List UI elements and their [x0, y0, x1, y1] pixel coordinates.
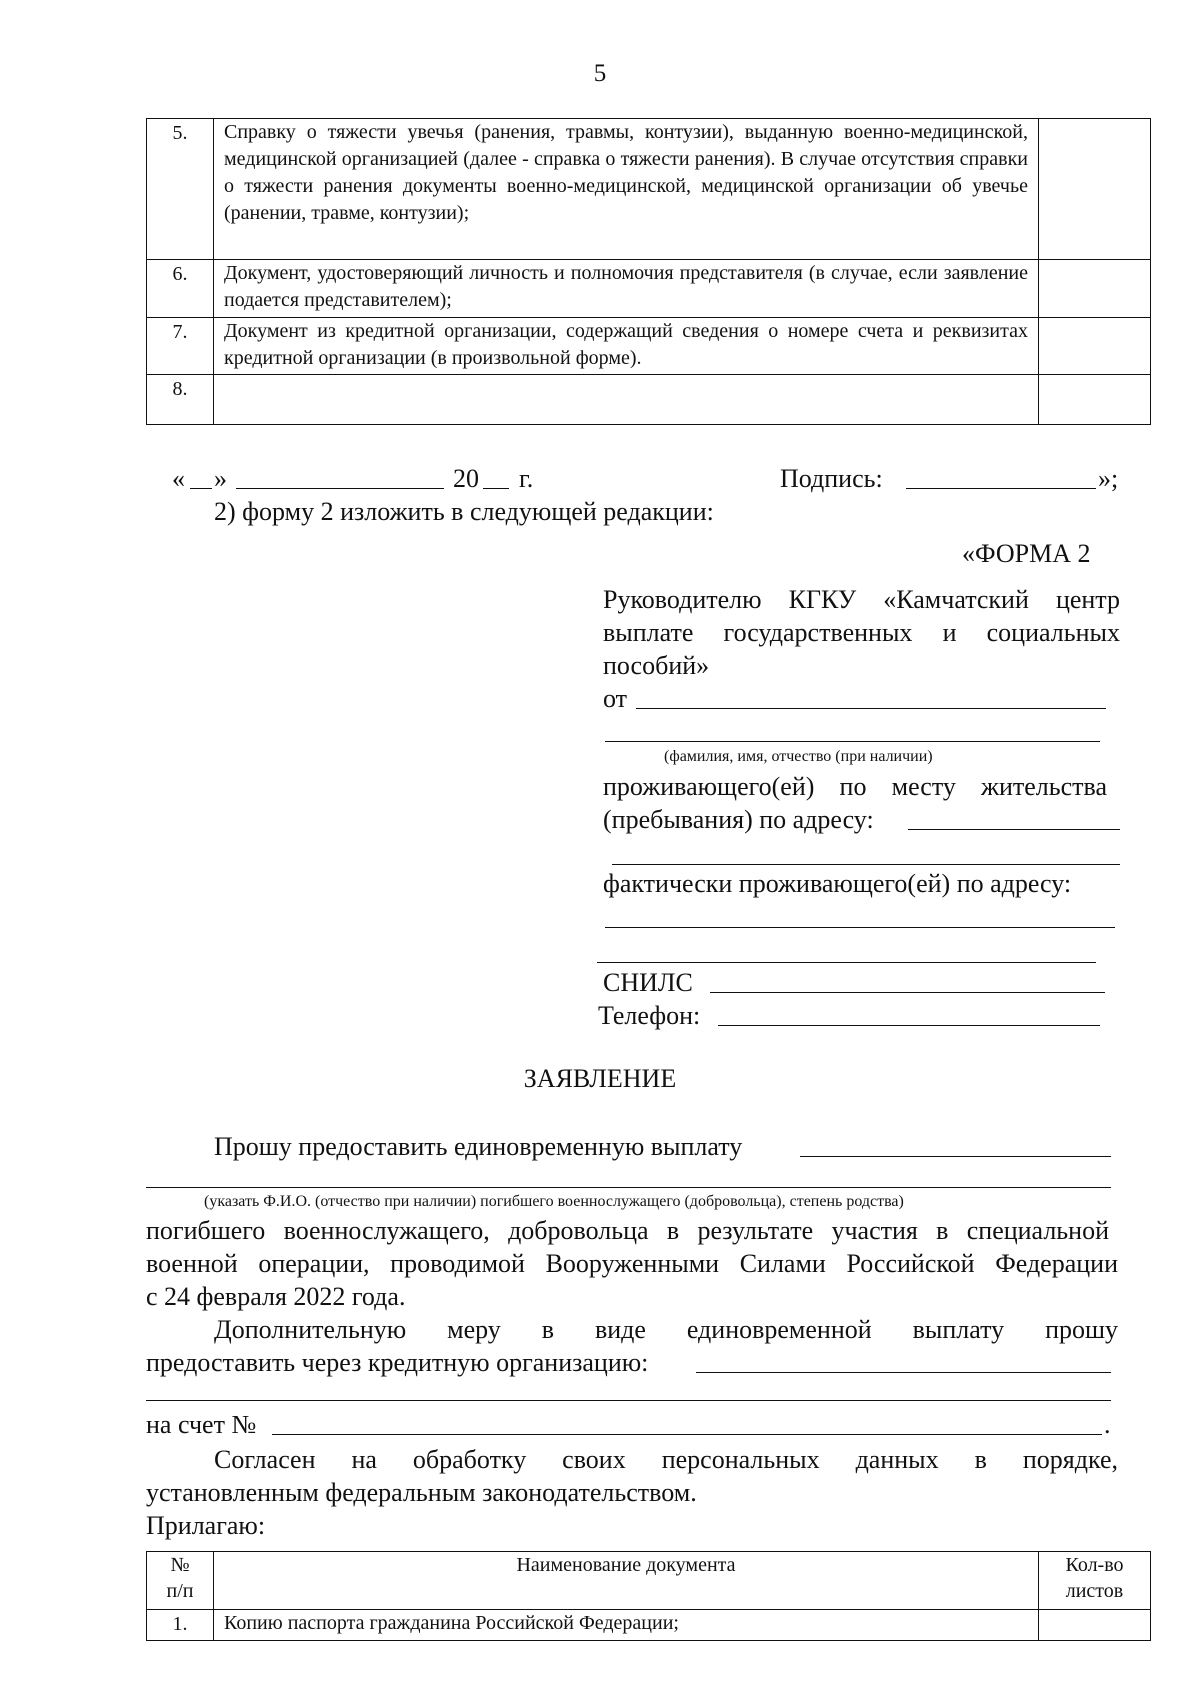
from-label: от: [603, 684, 628, 713]
account-end: .: [1104, 1410, 1111, 1439]
phone-field[interactable]: [718, 1025, 1100, 1026]
actual-address-field[interactable]: [605, 927, 1115, 928]
deceased-hint: (указать Ф.И.О. (отчество при наличии) погибшего военнослужащего (добровольца), степень родства): [204, 1193, 904, 1210]
row-number: 5.: [147, 119, 214, 260]
snils-field[interactable]: [710, 992, 1105, 993]
residence-line-1: проживающего(ей) по месту жительства: [603, 772, 1107, 801]
row-number: 1.: [147, 1610, 214, 1641]
actual-residence-label: фактически проживающего(ей) по адресу:: [603, 869, 1072, 898]
table-row: [147, 375, 1151, 425]
account-number-field[interactable]: [272, 1434, 1102, 1435]
applicant-name-field[interactable]: [636, 708, 1106, 709]
quote-open: «: [172, 464, 185, 493]
documents-table-continued: [146, 118, 1151, 425]
page-number: 5: [593, 60, 607, 87]
addressee-line-1: Руководителю КГКУ «Камчатский центр: [603, 585, 1120, 614]
paragraph-1-line-2: военной операции, проводимой Вооруженными Силами Российской Федерации: [146, 1249, 1118, 1278]
account-label: на счет №: [146, 1410, 257, 1439]
snils-label: СНИЛС: [603, 968, 693, 997]
table-row: [147, 1610, 1151, 1641]
actual-address-field-2[interactable]: [597, 962, 1096, 963]
table-row: [147, 318, 1151, 375]
consent-line-2: установленным федеральным законодательством.: [146, 1478, 697, 1507]
table-row: [147, 260, 1151, 318]
paragraph-2-line-2: предоставить через кредитную организацию:: [146, 1348, 649, 1377]
signature-blank[interactable]: [906, 488, 1096, 489]
row-document-name: Документ из кредитной организации, содержащий сведения о номере счета и реквизитах кредитной организации (в произвольной форме).: [214, 318, 1039, 375]
credit-organization-field[interactable]: [696, 1372, 1111, 1373]
residence-line-2: (пребывания) по адресу:: [603, 805, 874, 834]
row-sheet-count: [1039, 260, 1151, 318]
row-number: 8.: [147, 375, 214, 425]
signature-label: Подпись:: [780, 464, 883, 493]
month-blank[interactable]: [236, 488, 444, 489]
residence-address-field[interactable]: [908, 829, 1120, 830]
phone-label: Телефон:: [598, 1001, 701, 1030]
col-header-document-name: Наименование документа: [214, 1552, 1039, 1610]
attach-label: Прилагаю:: [146, 1511, 266, 1540]
credit-organization-field-2[interactable]: [146, 1400, 1111, 1401]
addressee-line-3: пособий»: [603, 651, 710, 680]
row-sheet-count: [1039, 1610, 1151, 1641]
row-sheet-count: [1039, 318, 1151, 375]
col-header-number: № п/п: [147, 1552, 214, 1610]
attachments-table: [146, 1551, 1151, 1641]
paragraph-1-line-1: погибшего военнослужащего, добровольца в результате участия в специальной: [146, 1216, 1109, 1245]
addressee-line-2: выплате государственных и социальных: [603, 618, 1120, 647]
amendment-text: 2) форму 2 изложить в следующей редакции:: [214, 497, 714, 526]
table-row: [147, 119, 1151, 260]
paragraph-1-line-3: с 24 февраля 2022 года.: [146, 1282, 406, 1311]
request-text: Прошу предоставить единовременную выплату: [214, 1132, 743, 1161]
day-blank[interactable]: [190, 488, 212, 489]
year-suffix: г.: [519, 464, 534, 493]
name-hint: (фамилия, имя, отчество (при наличии): [664, 748, 933, 765]
deceased-name-field[interactable]: [800, 1156, 1111, 1157]
row-sheet-count: [1039, 375, 1151, 425]
paragraph-2-line-1: Дополнительную меру в виде единовременной выплату прошу: [214, 1315, 1118, 1344]
col-header-sheet-count: Кол-во листов: [1039, 1552, 1151, 1610]
row-document-name: Документ, удостоверяющий личность и полномочия представителя (в случае, если заявление подается представителем);: [214, 260, 1039, 318]
table-header-row: [147, 1552, 1151, 1610]
applicant-name-field-2[interactable]: [605, 741, 1100, 742]
row-document-name: [214, 375, 1039, 425]
row-sheet-count: [1039, 119, 1151, 260]
statement-title: ЗАЯВЛЕНИЕ: [523, 1064, 677, 1093]
consent-line-1: Согласен на обработку своих персональных данных в порядке,: [214, 1445, 1118, 1474]
residence-address-field-2[interactable]: [612, 864, 1120, 865]
row-number: 6.: [147, 260, 214, 318]
year-blank[interactable]: [483, 488, 509, 489]
row-document-name: Справку о тяжести увечья (ранения, травмы, контузии), выданную военно-медицинской, медицинской организацией (далее - справка о тяжести ранения). В случае отсутствия справки о тяжести ранения документы военно-медицинской, медицинской организации об увечье (ранении, травме, контузии);: [214, 119, 1039, 260]
row-number: 7.: [147, 318, 214, 375]
signature-end: »;: [1098, 464, 1119, 493]
year-prefix: 20: [453, 464, 479, 493]
form-label: «ФОРМА 2: [962, 539, 1091, 568]
quote-close: »: [214, 464, 227, 493]
row-document-name: Копию паспорта гражданина Российской Федерации;: [214, 1610, 1039, 1641]
deceased-name-field-2[interactable]: [146, 1187, 1111, 1188]
